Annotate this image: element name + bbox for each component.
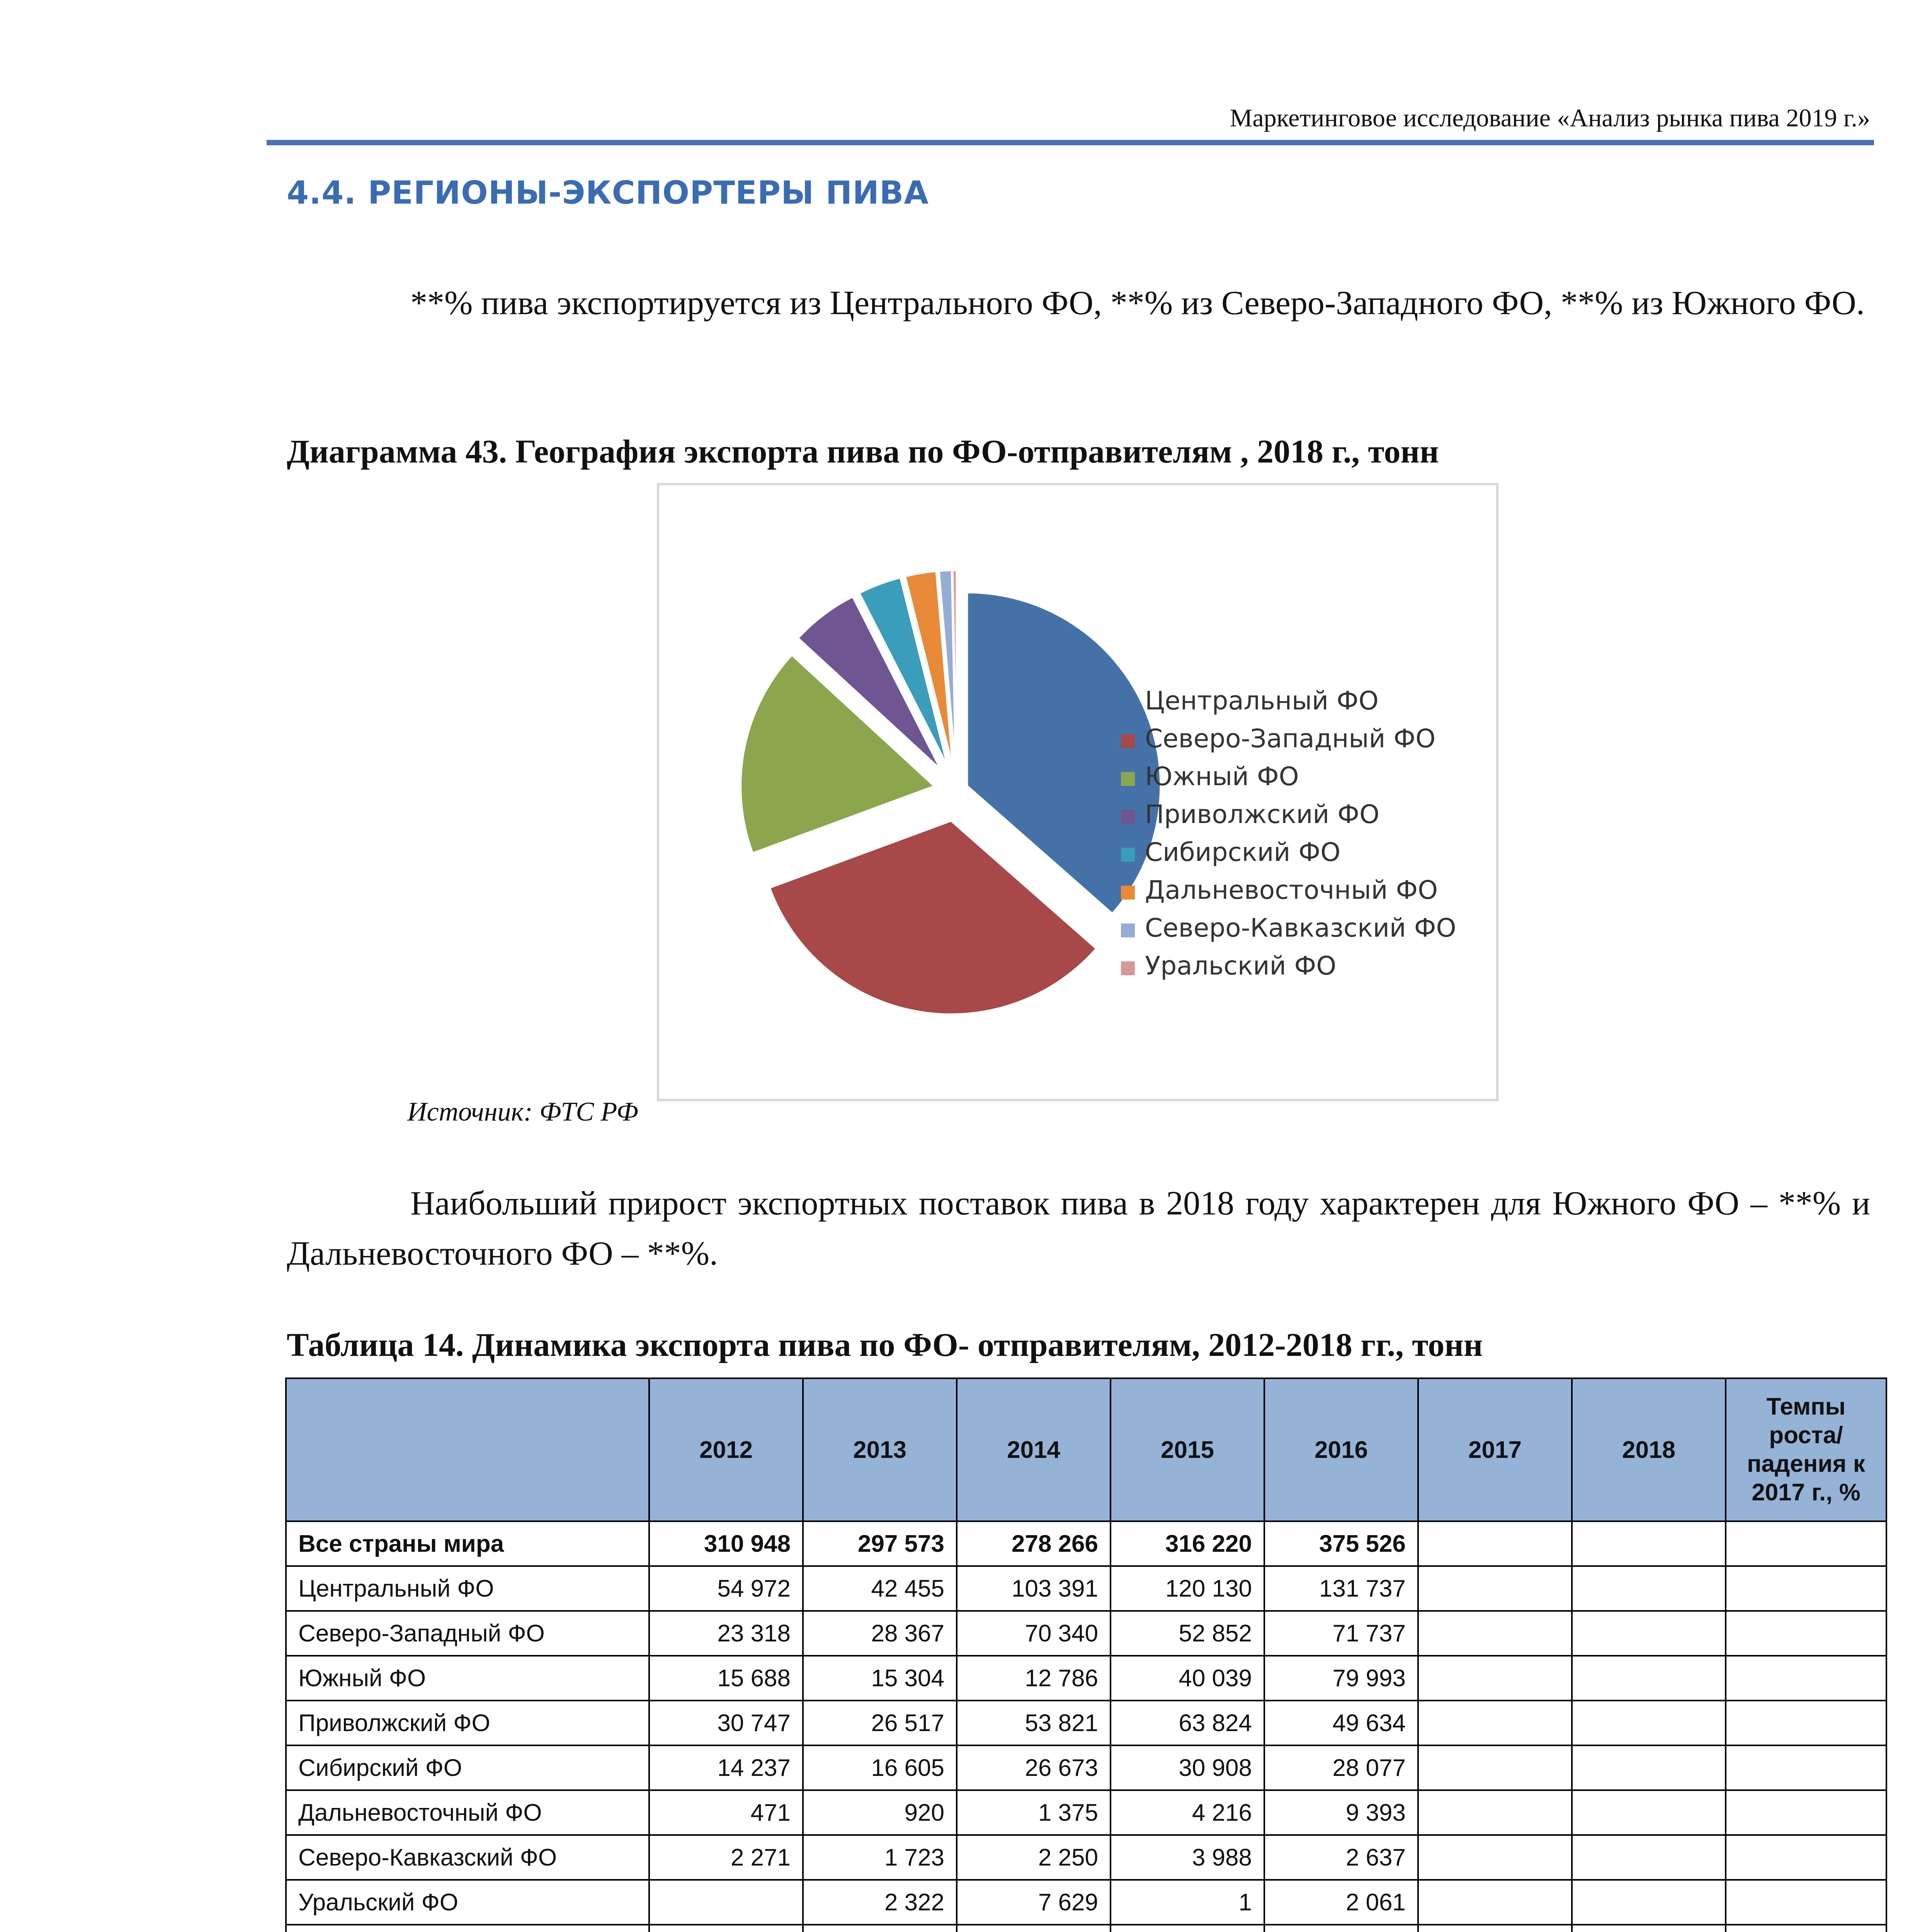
table-cell: 53 821 (957, 1701, 1111, 1745)
table-row-label: Южный ФО (286, 1656, 649, 1701)
table-cell: 26 517 (803, 1701, 957, 1745)
table-cell (1572, 1656, 1726, 1701)
table-cell (1726, 1790, 1886, 1835)
table-row-label: Уральский ФО (286, 1880, 649, 1925)
table-body (286, 1521, 1886, 1932)
header-rule (267, 140, 1874, 145)
table-header-cell: 2014 (957, 1378, 1111, 1521)
table-cell (1726, 1656, 1886, 1701)
table-cell: 49 634 (1264, 1701, 1418, 1745)
table-header-cell: Темпы роста/ падения к 2017 г., % (1726, 1378, 1886, 1521)
table-row-label: Сибирский ФО (286, 1745, 649, 1790)
table-cell: 471 (649, 1790, 803, 1835)
table-header-cell: 2015 (1111, 1378, 1264, 1521)
table-caption: Таблица 14. Динамика экспорта пива по ФО- отправителям, 2012-2018 гг., тонн (287, 1326, 1483, 1363)
chart-caption: Диаграмма 43. География экспорта пива по ФО-отправителям , 2018 г., тонн (287, 433, 1439, 470)
paragraph-1-text: **% пива экспортируется из Центрального ФО, **% из Северо-Западного ФО, **% из Южного ФО. (410, 284, 1865, 322)
table-cell: 28 077 (1264, 1745, 1418, 1790)
legend-label: Центральный ФО (1145, 686, 1379, 716)
table-row-total (286, 1521, 1886, 1566)
table-cell (1418, 1745, 1572, 1790)
table-cell: 2 271 (649, 1835, 803, 1880)
pie-slice (741, 655, 934, 853)
table-row-label: Северо-Кавказский ФО (286, 1835, 649, 1880)
table-cell: 7 629 (957, 1880, 1111, 1925)
table-cell (1572, 1925, 1726, 1932)
table-cell: 52 852 (1111, 1611, 1264, 1656)
table-cell (1726, 1521, 1886, 1566)
table-cell (649, 1925, 803, 1932)
table-header-row (286, 1378, 1886, 1521)
table-cell: 30 908 (1111, 1745, 1264, 1790)
table-cell: 12 786 (957, 1656, 1111, 1701)
table-cell: 310 948 (649, 1521, 803, 1566)
table-cell: 40 039 (1111, 1656, 1264, 1701)
table-cell (1726, 1566, 1886, 1611)
table-header-cell: 2017 (1418, 1378, 1572, 1521)
table-cell: 2 637 (1264, 1835, 1418, 1880)
table-cell (1726, 1880, 1886, 1925)
legend-label: Северо-Кавказский ФО (1145, 913, 1456, 943)
table-cell (1572, 1745, 1726, 1790)
table-row-label: Северо-Западный ФО (286, 1611, 649, 1656)
table-cell: 16 605 (803, 1745, 957, 1790)
table-cell: 278 266 (957, 1521, 1111, 1566)
table-row-label: Все страны мира (286, 1521, 649, 1566)
table-cell: 375 526 (1264, 1521, 1418, 1566)
table-header-corner (286, 1378, 649, 1521)
table-row (286, 1790, 1886, 1835)
table-cell (1264, 1925, 1418, 1932)
table-row (286, 1611, 1886, 1656)
table-cell: 71 737 (1264, 1611, 1418, 1656)
table-row-label: Дальневосточный ФО (286, 1790, 649, 1835)
table-row (286, 1745, 1886, 1790)
table-cell: 120 130 (1111, 1566, 1264, 1611)
table-row (286, 1656, 1886, 1701)
section-title: 4.4. РЕГИОНЫ-ЭКСПОРТЕРЫ ПИВА (287, 175, 929, 211)
table-cell (957, 1925, 1111, 1932)
table-cell: 297 573 (803, 1521, 957, 1566)
table-header-cell: 2013 (803, 1378, 957, 1521)
legend-label: Приволжский ФО (1145, 799, 1380, 829)
table-cell: 26 673 (957, 1745, 1111, 1790)
table-cell (1418, 1880, 1572, 1925)
legend-swatch (1121, 772, 1135, 786)
table-cell: 1 375 (957, 1790, 1111, 1835)
table-cell (1418, 1611, 1572, 1656)
table-cell (1418, 1521, 1572, 1566)
table-row (286, 1925, 1886, 1932)
legend-swatch (1121, 810, 1135, 824)
running-header: Маркетинговое исследование «Анализ рынка пива 2019 г.» (1230, 104, 1870, 132)
legend-label: Уральский ФО (1145, 951, 1337, 981)
table-row (286, 1701, 1886, 1745)
legend-label: Южный ФО (1145, 762, 1299, 791)
paragraph-2 (287, 1179, 1870, 1279)
legend-swatch (1121, 696, 1135, 710)
table-cell: 316 220 (1111, 1521, 1264, 1566)
pie-chart (657, 483, 1498, 1101)
table-cell (1572, 1880, 1726, 1925)
table-cell (1111, 1925, 1264, 1932)
legend-swatch (1121, 923, 1135, 937)
table-row-label (286, 1925, 649, 1932)
table-cell: 23 318 (649, 1611, 803, 1656)
table-cell: 9 393 (1264, 1790, 1418, 1835)
table-cell (1572, 1611, 1726, 1656)
table-cell: 1 (1111, 1880, 1264, 1925)
legend-swatch (1121, 734, 1135, 748)
legend-swatch (1121, 961, 1135, 975)
table-cell (1418, 1701, 1572, 1745)
table-cell: 1 723 (803, 1835, 957, 1880)
table-cell (1418, 1656, 1572, 1701)
table-header-cell: 2016 (1264, 1378, 1418, 1521)
table-cell (649, 1880, 803, 1925)
paragraph-2-text: Наибольший прирост экспортных поставок пива в 2018 году характерен для Южного ФО – **% и Дальневосточного ФО – **%. (287, 1185, 1870, 1272)
table-cell (1572, 1790, 1726, 1835)
table-cell: 14 237 (649, 1745, 803, 1790)
table-cell: 79 993 (1264, 1656, 1418, 1701)
legend-swatch (1121, 886, 1135, 900)
table-row (286, 1835, 1886, 1880)
table-cell: 28 367 (803, 1611, 957, 1656)
table-cell (1418, 1790, 1572, 1835)
table-cell (1418, 1566, 1572, 1611)
table-cell: 15 304 (803, 1656, 957, 1701)
table-cell: 54 972 (649, 1566, 803, 1611)
table-cell (1418, 1925, 1572, 1932)
table-row (286, 1880, 1886, 1925)
table-cell (1726, 1701, 1886, 1745)
table-cell (1726, 1925, 1886, 1932)
table-cell: 70 340 (957, 1611, 1111, 1656)
table-cell: 131 737 (1264, 1566, 1418, 1611)
table-cell (1726, 1745, 1886, 1790)
table-cell: 2 322 (803, 1880, 957, 1925)
table-cell: 42 455 (803, 1566, 957, 1611)
table-cell (1572, 1566, 1726, 1611)
export-table (285, 1378, 1887, 1932)
table-row-label: Приволжский ФО (286, 1701, 649, 1745)
table-cell (1572, 1835, 1726, 1880)
table-cell: 920 (803, 1790, 957, 1835)
table-cell (1726, 1835, 1886, 1880)
table-cell: 2 061 (1264, 1880, 1418, 1925)
table-row-label: Центральный ФО (286, 1566, 649, 1611)
legend-label: Дальневосточный ФО (1145, 875, 1438, 905)
table-cell: 3 988 (1111, 1835, 1264, 1880)
table-cell: 30 747 (649, 1701, 803, 1745)
table-cell: 63 824 (1111, 1701, 1264, 1745)
chart-source: Источник: ФТС РФ (407, 1097, 638, 1127)
table-header-cell: 2012 (649, 1378, 803, 1521)
table-cell: 2 250 (957, 1835, 1111, 1880)
table-cell (1418, 1835, 1572, 1880)
table-cell: 4 216 (1111, 1790, 1264, 1835)
paragraph-1 (287, 278, 1870, 328)
table-cell (1572, 1521, 1726, 1566)
table-cell (803, 1925, 957, 1932)
table-row (286, 1566, 1886, 1611)
legend-label: Северо-Западный ФО (1145, 724, 1436, 753)
table-cell: 15 688 (649, 1656, 803, 1701)
table-cell (1726, 1611, 1886, 1656)
table-cell: 103 391 (957, 1566, 1111, 1611)
legend-swatch (1121, 848, 1135, 862)
legend-label: Сибирский ФО (1145, 837, 1341, 867)
pie-chart-svg (659, 485, 1496, 1099)
table-header-cell: 2018 (1572, 1378, 1726, 1521)
table-cell (1572, 1701, 1726, 1745)
